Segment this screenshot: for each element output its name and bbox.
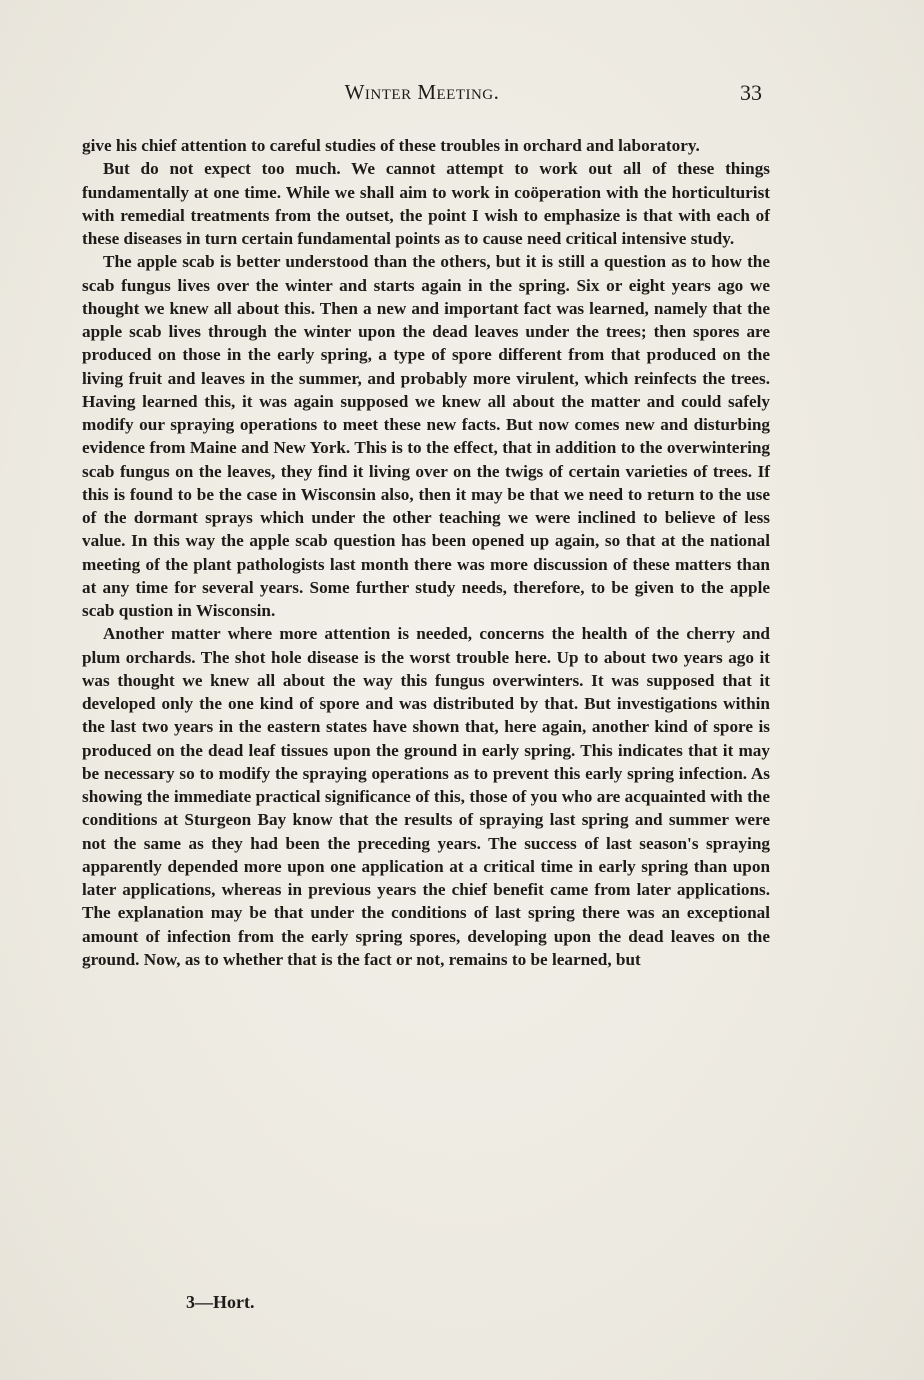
page-number: 33: [740, 80, 762, 105]
paragraph-continuation: give his chief attention to careful studies of these troubles in orchard and laboratory.: [82, 136, 700, 155]
running-title: Winter Meeting.: [344, 80, 500, 104]
signature-mark: 3—Hort.: [186, 1292, 255, 1312]
paragraph-expectations: But do not expect too much. We cannot attempt to work out all of these things fundamentally at one time. While we shall aim to work in coöperation with the horticulturist with remedial treatments from the outset, the point I wish to emphasize is that with each of these diseases in turn certain fundamental points as to cause need critical intensive study.: [82, 159, 770, 248]
paragraph-shot-hole: Another matter where more attention is needed, concerns the health of the cherry and plum orchards. The shot hole disease is the worst trouble here. Up to about two years ago it was thought we knew all about the way this fungus overwinters. It was supposed that it developed only the one kind of spore and was distributed by that. But investigations within the last two years in the eastern states have shown that, here again, another kind of spore is produced on the dead leaf tissues upon the ground in early spring. This indicates that it may be necessary so to modify the spraying operations as to prevent this early spring infection. As showing the immediate practical significance of this, those of you who are acquainted with the conditions at Sturgeon Bay know that the results of spraying last spring and summer were not the same as they had been the preceding years. The success of last season's spraying apparently depended more upon one application at a critical time in early spring than upon later applications, whereas in previous years the chief benefit came from later applications. The explanation may be that under the conditions of last spring there was an exceptional amount of infection from the early spring spores, developing upon the dead leaves on the ground. Now, as to whether that is the fact or not, remains to be learned, but: [82, 624, 770, 969]
paragraph-apple-scab: The apple scab is better understood than the others, but it is still a question as to how the scab fungus lives over the winter and starts again in the spring. Six or eight years ago we thought we knew all about this. Then a new and important fact was learned, namely that the apple scab lives through the winter upon the dead leaves under the trees; then spores are produced on those in the early spring, a type of spore different from that produced on the living fruit and leaves in the summer, and probably more virulent, which reinfects the trees. Having learned this, it was again supposed we knew all about the matter and could safely modify our spraying operations to meet these new facts. But now comes new and disturbing evidence from Maine and New York. This is to the effect, that in addition to the overwintering scab fungus on the leaves, they find it living over on the twigs of certain varieties of trees. If this is found to be the case in Wisconsin also, then it may be that we need to return to the use of the dormant sprays which under the other teaching we were inclined to believe of less value. In this way the apple scab question has been opened up again, so that at the national meeting of the plant pathologists last month there was more discussion of these matters than at any time for several years. Some further study needs, therefore, to be given to the apple scab qustion in Wisconsin.: [82, 252, 770, 620]
body-text: [82, 134, 770, 971]
page-header: [82, 80, 762, 110]
